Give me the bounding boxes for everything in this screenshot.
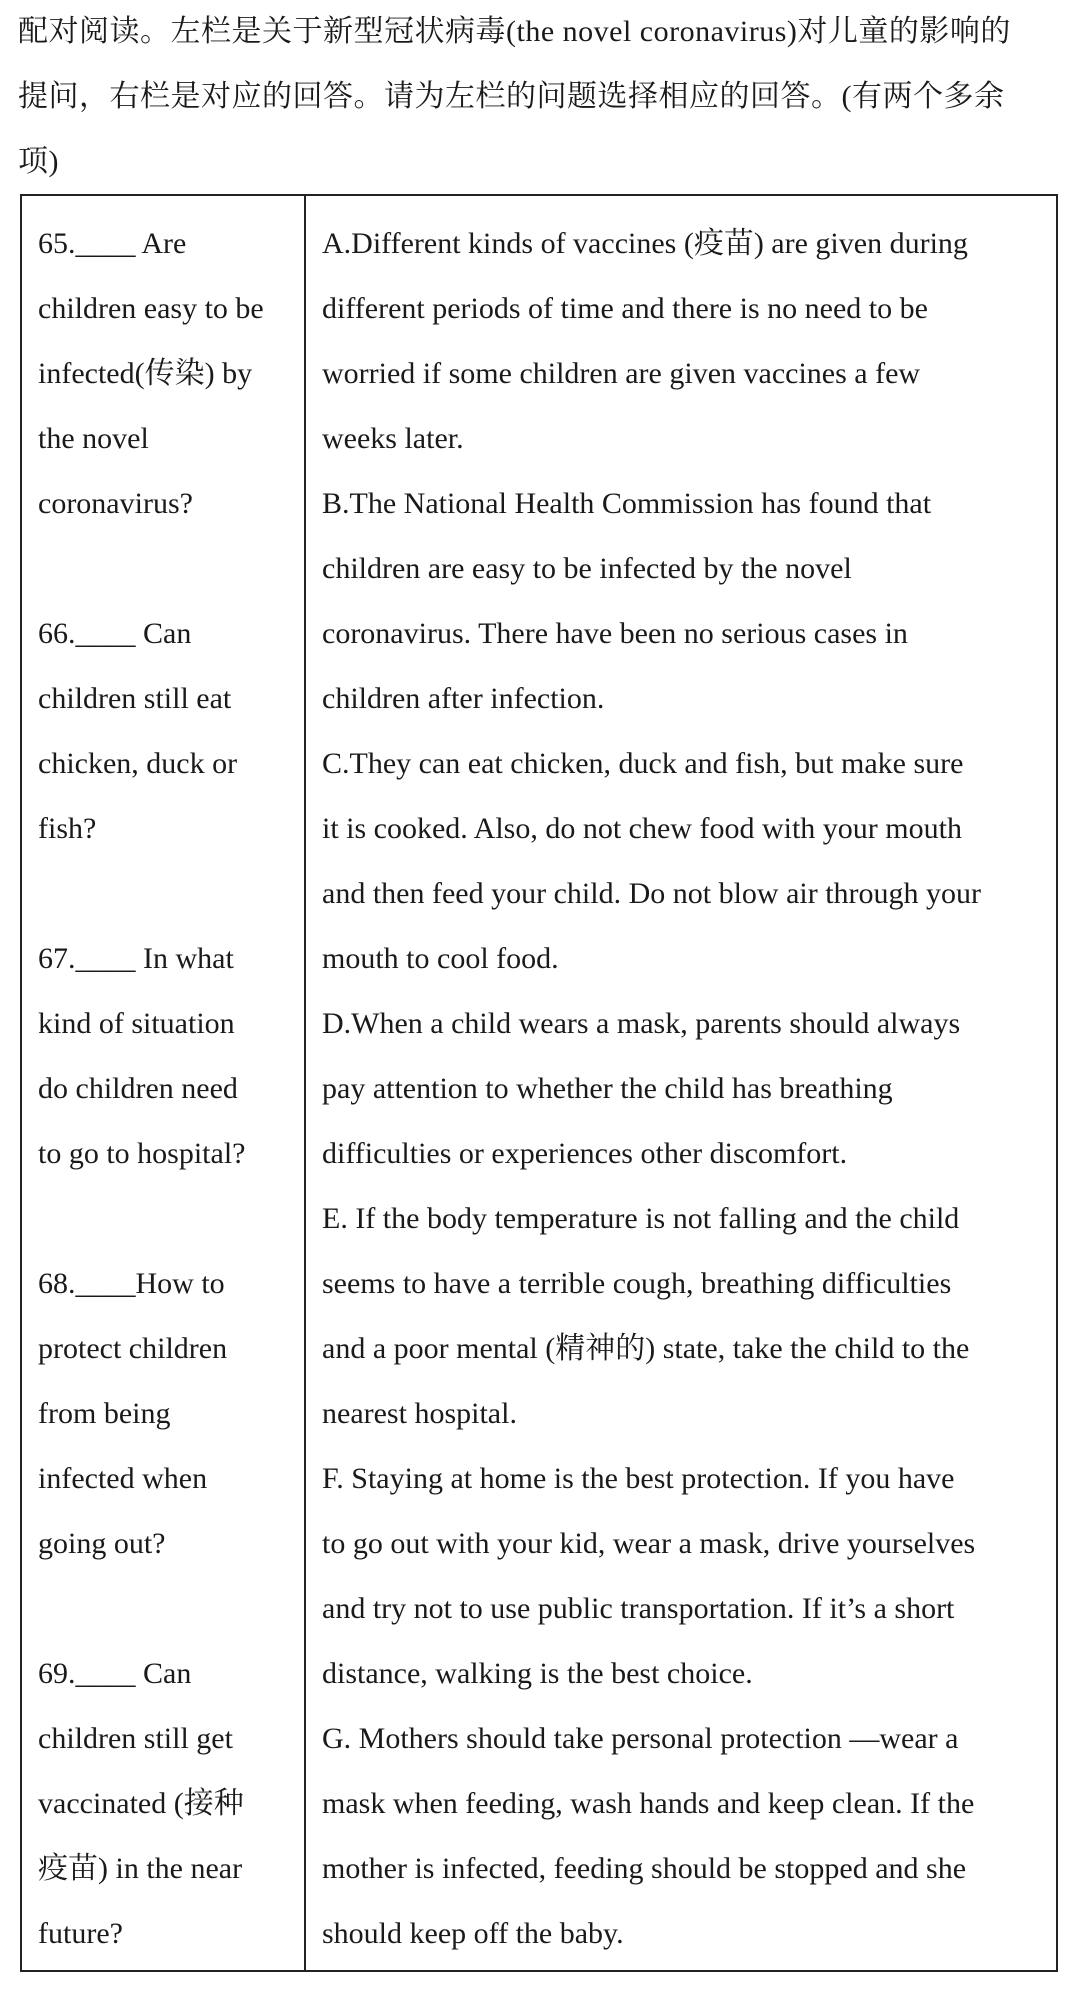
answer-c <box>322 731 1052 991</box>
questions-column <box>38 211 298 1966</box>
question-68 <box>38 1251 298 1576</box>
answer-b <box>322 471 1052 731</box>
spacer <box>38 1576 298 1641</box>
answer-line: to go out with your kid, wear a mask, drive yourselves <box>322 1527 976 1560</box>
question-65 <box>38 211 298 536</box>
answer-line: children are easy to be infected by the novel <box>322 552 852 585</box>
answer-line: G. Mothers should take personal protection —wear a <box>322 1722 959 1755</box>
question-line: going out? <box>38 1527 166 1560</box>
answer-e <box>322 1186 1052 1446</box>
spacer <box>38 536 298 601</box>
question-69 <box>38 1641 298 1966</box>
question-line: chicken, duck or <box>38 747 238 780</box>
question-line: 65.____ Are <box>38 227 187 260</box>
answer-d <box>322 991 1052 1186</box>
answer-line: should keep off the baby. <box>322 1917 624 1950</box>
answer-g <box>322 1706 1052 1966</box>
question-line: kind of situation <box>38 1007 235 1040</box>
question-line: fish? <box>38 812 97 845</box>
instructions-line: 项) <box>18 145 59 178</box>
instructions <box>18 8 1068 203</box>
answer-line: and try not to use public transportation. If it’s a short <box>322 1592 955 1625</box>
answers-column <box>322 211 1052 1966</box>
question-line: infected when <box>38 1462 208 1495</box>
question-line: 67.____ In what <box>38 942 234 975</box>
spacer <box>38 1186 298 1251</box>
column-divider <box>304 196 306 1970</box>
answer-line: mouth to cool food. <box>322 942 559 975</box>
question-line: infected(传染) by <box>38 357 253 390</box>
spacer <box>38 861 298 926</box>
answer-line: and a poor mental (精神的) state, take the child to the <box>322 1332 970 1365</box>
answer-line: difficulties or experiences other discomfort. <box>322 1137 848 1170</box>
answer-line: mask when feeding, wash hands and keep clean. If the <box>322 1787 975 1820</box>
question-line: the novel <box>38 422 149 455</box>
question-line: 68.____How to <box>38 1267 225 1300</box>
question-line: children still get <box>38 1722 233 1755</box>
answer-line: seems to have a terrible cough, breathing difficulties <box>322 1267 952 1300</box>
answer-f <box>322 1446 1052 1706</box>
answer-line: children after infection. <box>322 682 605 715</box>
instructions-line: 提问，右栏是对应的回答。请为左栏的问题选择相应的回答。(有两个多余 <box>18 80 1005 113</box>
question-line: future? <box>38 1917 123 1950</box>
answer-line: different periods of time and there is no need to be <box>322 292 928 325</box>
answer-line: and then feed your child. Do not blow air through your <box>322 877 982 910</box>
question-67 <box>38 926 298 1186</box>
answer-line: worried if some children are given vaccines a few <box>322 357 921 390</box>
answer-line: C.They can eat chicken, duck and fish, but make sure <box>322 747 964 780</box>
question-line: protect children <box>38 1332 228 1365</box>
answer-line: distance, walking is the best choice. <box>322 1657 753 1690</box>
answer-line: B.The National Health Commission has found that <box>322 487 932 520</box>
question-line: 69.____ Can <box>38 1657 192 1690</box>
question-line: do children need <box>38 1072 238 1105</box>
question-line: 疫苗) in the near <box>38 1852 243 1885</box>
answer-line: it is cooked. Also, do not chew food with your mouth <box>322 812 962 845</box>
answer-line: F. Staying at home is the best protection. If you have <box>322 1462 955 1495</box>
answer-line: A.Different kinds of vaccines (疫苗) are given during <box>322 227 968 260</box>
answer-line: mother is infected, feeding should be stopped and she <box>322 1852 967 1885</box>
answer-line: coronavirus. There have been no serious cases in <box>322 617 908 650</box>
answer-line: D.When a child wears a mask, parents should always <box>322 1007 961 1040</box>
instructions-line: 配对阅读。左栏是关于新型冠状病毒(the novel coronavirus)对儿童的影响的 <box>18 15 1011 48</box>
answer-line: nearest hospital. <box>322 1397 517 1430</box>
matching-table <box>20 194 1058 1972</box>
question-line: from being <box>38 1397 171 1430</box>
question-66 <box>38 601 298 861</box>
question-line: vaccinated (接种 <box>38 1787 244 1820</box>
question-line: children still eat <box>38 682 232 715</box>
question-line: 66.____ Can <box>38 617 192 650</box>
answer-line: E. If the body temperature is not falling and the child <box>322 1202 960 1235</box>
question-line: children easy to be <box>38 292 264 325</box>
question-line: coronavirus? <box>38 487 193 520</box>
answer-line: pay attention to whether the child has breathing <box>322 1072 893 1105</box>
question-line: to go to hospital? <box>38 1137 246 1170</box>
answer-line: weeks later. <box>322 422 464 455</box>
answer-a <box>322 211 1052 471</box>
